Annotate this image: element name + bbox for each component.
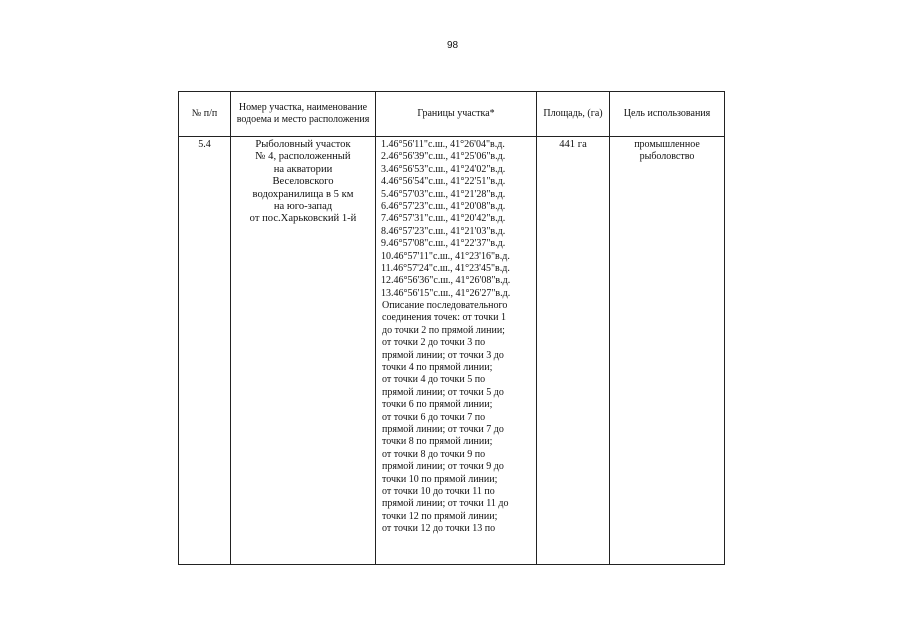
description-line: от точки 10 до точки 11 по <box>382 485 495 497</box>
coordinate-line: 12.46°56'36"с.ш., 41°26'08"в.д. <box>381 275 511 287</box>
name-line: Рыболовный участок <box>255 139 351 150</box>
description-line: до точки 2 по прямой линии; <box>382 324 505 336</box>
coordinate-line: 9.46°57'08"с.ш., 41°22'37"в.д. <box>381 238 506 250</box>
row-purpose <box>610 137 725 565</box>
coordinate-line: 1.46°56'11"с.ш., 41°26'04"в.д. <box>381 139 505 150</box>
name-line: на акватории <box>273 163 333 175</box>
coordinate-line: 3.46°56'53"с.ш., 41°24'02"в.д. <box>381 163 506 175</box>
header-boundaries-label: Границы участка* <box>417 107 495 119</box>
description-line: точки 4 по прямой линии; <box>382 362 493 374</box>
description-line: точки 12 по прямой линии; <box>382 510 498 522</box>
description-line: прямой линии; от точки 5 до <box>382 386 504 398</box>
row-name-lines <box>233 138 373 225</box>
row-boundaries <box>376 137 537 565</box>
description-line: прямой линии; от точки 9 до <box>382 461 504 473</box>
name-line: от пос.Харьковский 1-й <box>249 213 357 225</box>
header-boundaries <box>376 92 537 137</box>
row-number: 5.4 <box>179 137 231 565</box>
description-line: от точки 6 до точки 7 по <box>382 411 486 423</box>
name-line: на юго-запад <box>273 200 333 212</box>
header-purpose-label: Цель использования <box>623 107 711 119</box>
header-name <box>231 92 376 137</box>
header-number-label: № п/п <box>191 107 218 119</box>
header-number <box>179 92 231 137</box>
header-purpose <box>610 92 725 137</box>
row-purpose-lines <box>610 139 724 164</box>
description-line: от точки 2 до точки 3 по <box>382 337 486 349</box>
coordinate-line: 2.46°56'39"с.ш., 41°25'06"в.д. <box>381 151 506 163</box>
table-row <box>179 137 725 565</box>
name-line: № 4, расположенный <box>255 151 351 163</box>
page-number: 98 <box>446 40 459 51</box>
connection-description <box>381 300 533 535</box>
description-line: прямой линии; от точки 11 до <box>382 498 509 510</box>
description-line: Описание последовательного <box>382 300 508 312</box>
header-area <box>537 92 610 137</box>
header-area-label: Площадь, (га) <box>543 107 603 119</box>
description-line: прямой линии; от точки 3 до <box>382 349 504 361</box>
description-line: прямой линии; от точки 7 до <box>382 423 504 435</box>
header-name-label: Номер участка, наименование водоема и место расположения <box>236 101 370 125</box>
fishing-areas-table <box>178 91 725 565</box>
table-header-row <box>179 92 725 137</box>
name-line: водохранилища в 5 км <box>252 188 354 200</box>
name-line: Веселовского <box>272 176 334 188</box>
description-line: от точки 12 до точки 13 по <box>382 523 496 535</box>
description-line: соединения точек: от точки 1 <box>382 312 506 324</box>
description-line: от точки 4 до точки 5 по <box>382 374 486 386</box>
description-line: точки 6 по прямой линии; <box>382 399 493 411</box>
description-line: точки 8 по прямой линии; <box>382 436 493 448</box>
coordinate-list <box>381 139 533 300</box>
coordinate-line: 11.46°57'24"с.ш., 41°23'45"в.д. <box>381 262 510 274</box>
coordinate-line: 5.46°57'03"с.ш., 41°21'28"в.д. <box>381 188 506 200</box>
coordinate-line: 10.46°57'11"с.ш., 41°23'16"в.д. <box>381 250 510 262</box>
coordinate-line: 13.46°56'15"с.ш., 41°26'27"в.д. <box>381 287 511 299</box>
coordinate-line: 6.46°57'23"с.ш., 41°20'08"в.д. <box>381 200 506 212</box>
coordinate-line: 8.46°57'23"с.ш., 41°21'03"в.д. <box>381 225 506 237</box>
description-line: точки 10 по прямой линии; <box>382 473 498 485</box>
description-line: от точки 8 до точки 9 по <box>382 448 486 460</box>
coordinate-line: 4.46°56'54"с.ш., 41°22'51"в.д. <box>381 176 506 188</box>
coordinate-line: 7.46°57'31"с.ш., 41°20'42"в.д. <box>381 213 506 225</box>
purpose-line: рыболовство <box>639 151 695 163</box>
row-name <box>231 137 376 565</box>
purpose-line: промышленное <box>634 139 700 150</box>
row-area: 441 га <box>537 137 610 565</box>
